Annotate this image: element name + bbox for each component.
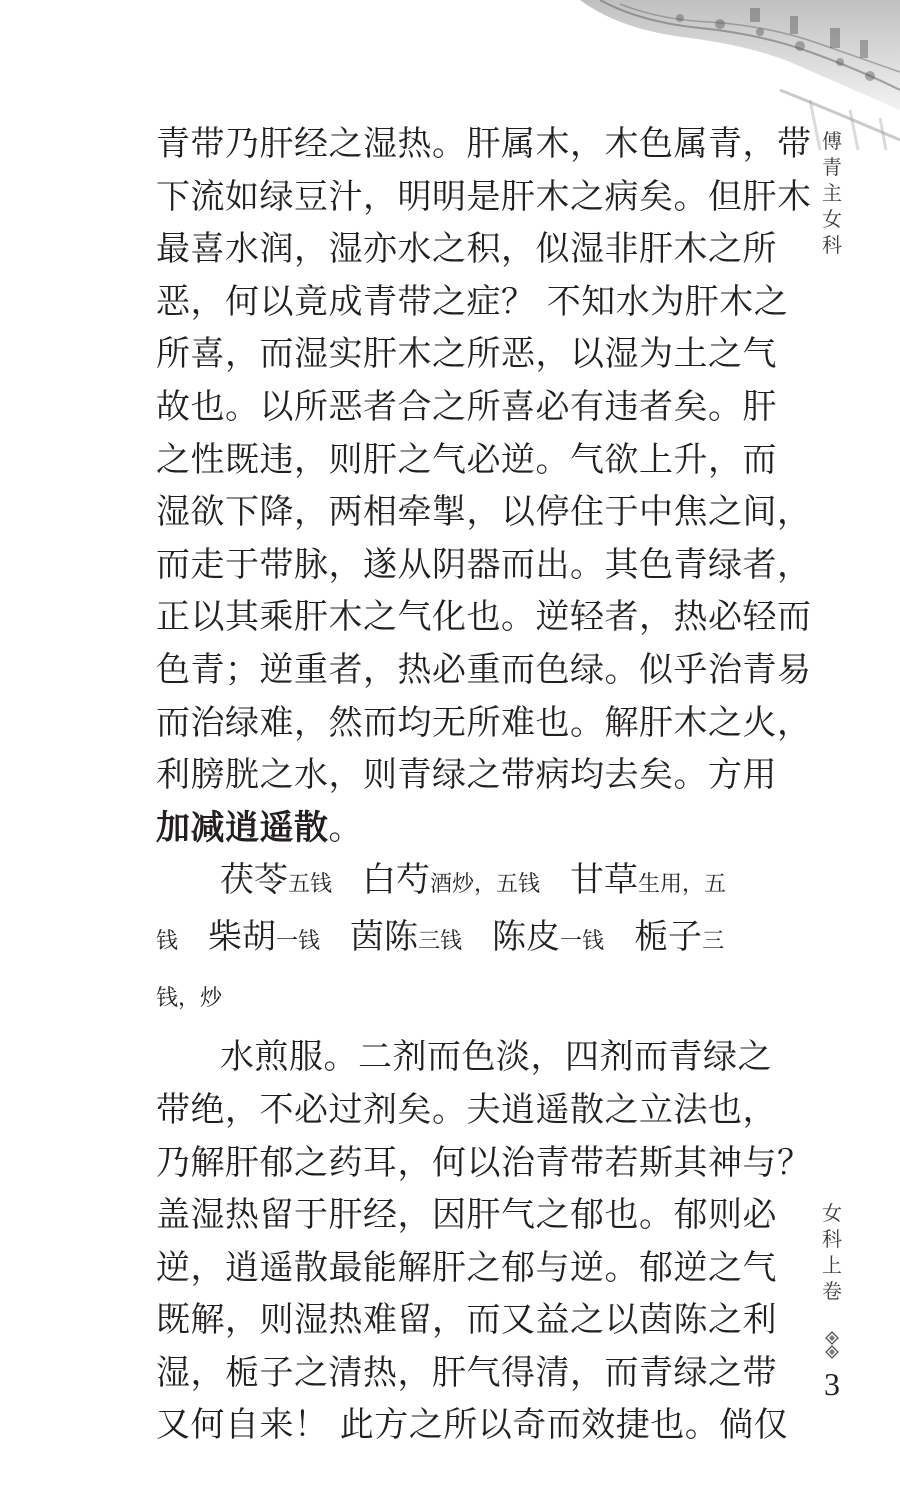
text-line: 又何自来！ 此方之所以奇而效捷也。倘仅 — [156, 1405, 789, 1446]
herb-name: 茯苓 — [220, 860, 288, 901]
herb-dose: 三钱 — [418, 929, 463, 955]
text-line: 下流如绿豆汁，明明是肝木之病矣。但肝木 — [156, 176, 812, 217]
running-head-char: 女 — [822, 207, 842, 231]
herb-name: 茵陈 — [350, 917, 419, 958]
text-line: 水煎服。二剂而色淡，四剂而青绿之 — [220, 1037, 772, 1078]
paragraph-2 — [156, 1031, 812, 1452]
main-text — [156, 118, 812, 1452]
text-line: 色青；逆重者，热必重而色绿。似乎治青易 — [156, 649, 812, 690]
running-head-section — [820, 1200, 844, 1304]
running-head-char: 卷 — [822, 1279, 842, 1303]
herb-dose: 生用，五 — [638, 872, 727, 898]
diamond-ornament-icon — [818, 1330, 846, 1360]
prescription — [156, 854, 778, 1025]
text-line: 正以其乘肝木之气化也。逆轻者，热必轻而 — [156, 597, 812, 638]
prescription-line — [156, 854, 778, 911]
text-line: 所喜，而湿实肝木之所恶，以湿为土之气 — [156, 334, 777, 375]
running-head-char: 女 — [822, 1201, 842, 1225]
herb-name: 栀子 — [634, 917, 703, 958]
text-line: 故也。以所恶者合之所喜必有违者矣。肝 — [156, 386, 777, 427]
running-head-char: 傅 — [822, 129, 842, 153]
prescription-line — [156, 968, 778, 1025]
text-line: 湿欲下降，两相牵掣，以停住于中焦之间， — [156, 492, 812, 533]
running-head-char: 青 — [822, 155, 842, 179]
text-line: 而治绿难，然而均无所难也。解肝木之火， — [156, 702, 812, 743]
text-line: 既解，则湿热难留，而又益之以茵陈之利 — [156, 1300, 777, 1341]
herb-name: 白芍 — [362, 860, 431, 901]
herb-dose: 一钱 — [560, 929, 605, 955]
herb-name: 柴胡 — [208, 917, 277, 958]
herb-name: 陈皮 — [492, 917, 561, 958]
text-line — [156, 802, 778, 855]
page-number: 3 — [824, 1366, 840, 1402]
paragraph-1 — [156, 118, 812, 854]
text-line: 盖湿热留于肝经，因肝气之郁也。郁则必 — [156, 1195, 777, 1236]
running-head-char: 科 — [822, 1227, 842, 1251]
text-line: 逆，逍遥散最能解肝之郁与逆。郁逆之气 — [156, 1247, 777, 1288]
herb-dose: 酒炒，五钱 — [430, 872, 541, 898]
formula-name: 加减逍遥散 — [156, 807, 329, 848]
text-line: 乃解肝郁之药耳，何以治青带若斯其神与？ — [156, 1142, 812, 1183]
herb-dose: 五钱 — [288, 872, 333, 898]
running-head-char: 上 — [822, 1253, 842, 1277]
text-line: 恶，何以竟成青带之症？ 不知水为肝木之 — [156, 281, 789, 322]
text-line: 带绝，不必过剂矣。夫逍遥散之立法也， — [156, 1089, 777, 1130]
running-head-char: 主 — [822, 181, 842, 205]
herb-dose: 钱，炒 — [156, 986, 223, 1012]
herb-dose: 三 — [702, 929, 725, 955]
herb-dose: 钱 — [156, 929, 179, 955]
herb-name: 甘草 — [570, 860, 639, 901]
running-head-book-title — [820, 128, 844, 258]
text-line: 最喜水润，湿亦水之积，似湿非肝木之所 — [156, 229, 777, 270]
text-line: 利膀胱之水，则青绿之带病均去矣。方用 — [156, 755, 777, 796]
text-line: 之性既违，则肝之气必逆。气欲上升，而 — [156, 439, 777, 480]
text-line: 青带乃肝经之湿热。肝属木，木色属青，带 — [156, 124, 812, 164]
herb-dose: 一钱 — [276, 929, 321, 955]
prescription-line — [156, 911, 778, 968]
formula-name-end: 。 — [328, 807, 363, 848]
text-line: 而走于带脉，遂从阴器而出。其色青绿者， — [156, 544, 812, 585]
text-line: 湿，栀子之清热，肝气得清，而青绿之带 — [156, 1352, 777, 1393]
running-head-char: 科 — [822, 233, 842, 257]
